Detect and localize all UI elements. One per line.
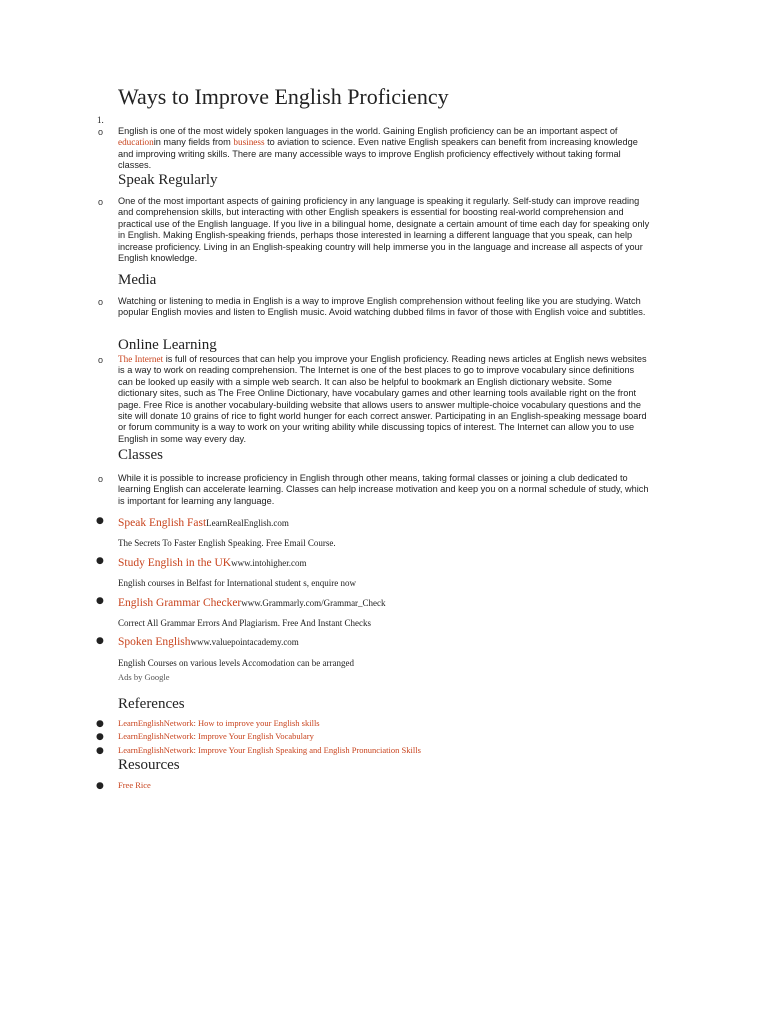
reference-link[interactable]: LearnEnglishNetwork: How to improve your English skills — [118, 718, 320, 728]
ad-item — [118, 632, 299, 650]
ad-title-link[interactable]: Spoken English — [118, 636, 191, 648]
online-paragraph: The Internet is full of resources that can help you improve your English proficiency. Reading news articles at English news websites is a way to work on reading comprehension. The Internet is one of the best places to go to improve vocabulary since definitions can be looked up easily with a simple web search. It can also be helpful to bookmark an English dictionary website. Some dictionary sites, such as The Free Online Dictionary, have vocabulary games and other learning tools available right on the front page. Free Rice is another vocabulary-building website that allows users to answer multiple-choice vocabulary questions and the site will donate 10 grains of rice to fight world hunger for each correct answer. Participating in an English-speaking message board or forum community is a way to work on your writing ability while discussing topics of interest. The Internet can allow you to use English in some way every day. — [118, 354, 647, 444]
ad-url[interactable]: LearnRealEnglish.com — [206, 518, 289, 528]
internet-link[interactable]: The Internet — [118, 354, 164, 364]
heading-speak-regularly: Speak Regularly — [118, 172, 218, 188]
bullet-icon: ● — [96, 781, 104, 791]
ad-description: The Secrets To Faster English Speaking. Free Email Course. — [118, 538, 336, 548]
intro-paragraph: English is one of the most widely spoken languages in the world. Gaining English proficiency can be an important aspect of educationin many fields from business to aviation to science. Even native English speakers can benefit from increasing knowledge and improving writing skills. There are many accessible ways to improve English proficiency effectively without taking formal classes. — [118, 126, 638, 171]
education-link[interactable]: education — [118, 137, 154, 148]
list-marker: o — [98, 297, 104, 307]
ad-title-link[interactable]: Speak English Fast — [118, 517, 207, 529]
media-paragraph: Watching or listening to media in English is a way to improve English comprehension without feeling like you are studying. Watch popular English movies and listen to English music. Avoid watching dubbed films in favor of those with English voice and subtitles. — [118, 296, 646, 318]
reference-link[interactable]: LearnEnglishNetwork: Improve Your English Vocabulary — [118, 731, 314, 741]
list-marker: o — [98, 355, 104, 365]
bullet-icon: ● — [96, 732, 104, 742]
reference-link[interactable]: LearnEnglishNetwork: Improve Your English Speaking and English Pronunciation Skills — [118, 745, 421, 755]
bullet-icon: ● — [96, 746, 104, 756]
list-marker: o — [98, 197, 104, 207]
bullet-icon: ● — [96, 636, 104, 646]
ad-item — [118, 513, 289, 531]
heading-resources: Resources — [118, 757, 180, 773]
list-marker: o — [98, 127, 104, 137]
business-link[interactable]: business — [233, 137, 265, 148]
ad-item — [118, 553, 307, 571]
ad-description: English Courses on various levels Accomodation can be arranged — [118, 658, 354, 668]
resource-link-free-rice[interactable]: Free Rice — [118, 780, 151, 790]
bullet-icon: ● — [96, 556, 104, 566]
bullet-icon: ● — [96, 719, 104, 729]
heading-classes: Classes — [118, 447, 163, 463]
bullet-icon: ● — [96, 596, 104, 606]
list-marker: o — [98, 474, 104, 484]
page-title: Ways to Improve English Proficiency — [118, 84, 449, 109]
heading-online-learning: Online Learning — [118, 337, 217, 353]
ads-by-google-link[interactable]: Ads by Google — [118, 672, 170, 682]
heading-references: References — [118, 696, 185, 712]
speak-paragraph: One of the most important aspects of gaining proficiency in any language is speaking it regularly. Self-study can improve reading and comprehension skills, but interacting with other English speakers is essential for boosting real-world comprehension and practical use of the English language. If you live in a bilingual home, designate a certain amount of time each day for speaking only in English. Making English-speaking friends, perhaps those interested in learning a different language that you speak, can help increase proficiency. Living in an English-speaking country will help immerse you in the language and increase all aspects of your English knowledge. — [118, 196, 650, 264]
ad-item — [118, 593, 386, 611]
ad-description: English courses in Belfast for International student s, enquire now — [118, 578, 356, 588]
ad-url[interactable]: www.valuepointacademy.com — [190, 637, 299, 647]
ad-title-link[interactable]: Study English in the UK — [118, 557, 232, 569]
ad-url[interactable]: www.Grammarly.com/Grammar_Check — [241, 598, 386, 608]
bullet-icon: ● — [96, 516, 104, 526]
list-number: 1. — [97, 115, 104, 125]
heading-media: Media — [118, 272, 157, 288]
ad-url[interactable]: www.intohigher.com — [231, 558, 307, 568]
classes-paragraph: While it is possible to increase proficiency in English through other means, taking formal classes or joining a club dedicated to learning English can accelerate learning. Classes can help increase motivation and keep you on a normal schedule of study, which is important for learning any language. — [118, 473, 649, 506]
ad-description: Correct All Grammar Errors And Plagiarism. Free And Instant Checks — [118, 618, 371, 628]
ad-title-link[interactable]: English Grammar Checker — [118, 597, 242, 609]
